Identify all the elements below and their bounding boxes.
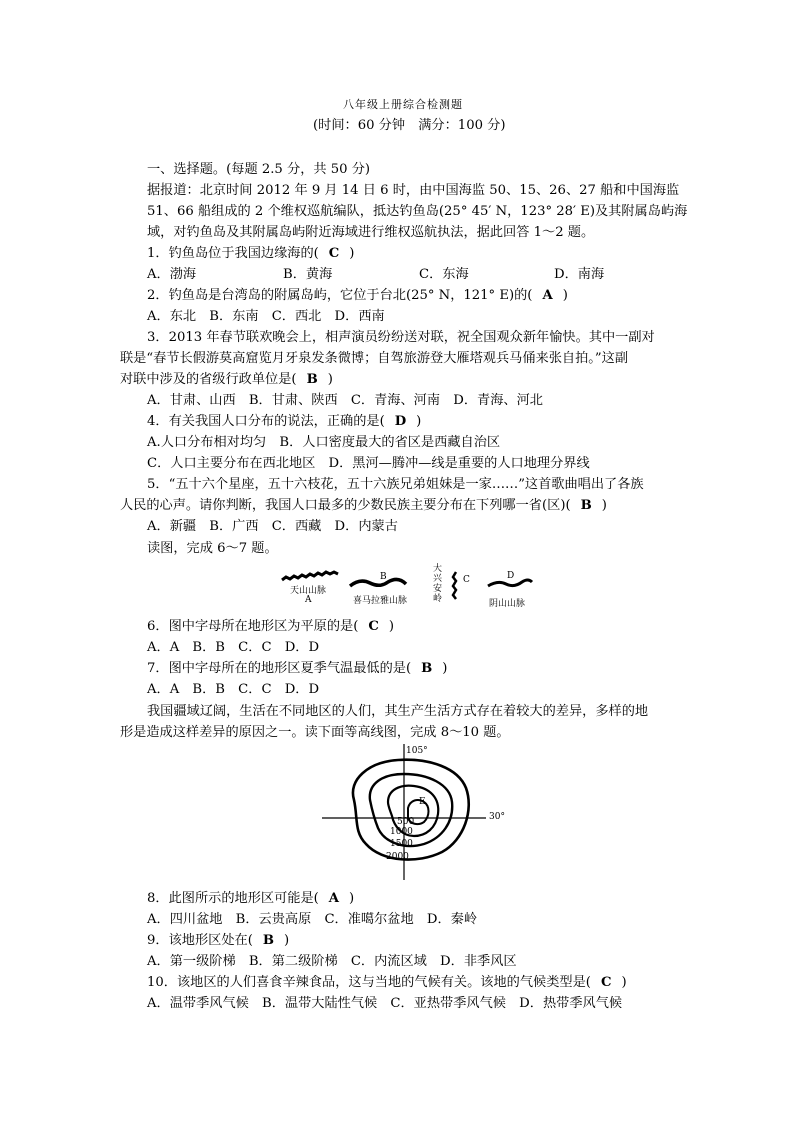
tianshan-label: 天山山脉 <box>290 586 327 596</box>
answer: C <box>600 975 612 990</box>
options: A．新疆 B．广西 C．西藏 D．内蒙古 <box>147 519 398 534</box>
question-2 <box>147 287 568 305</box>
intro-line: 51、66 船组成的 2 个维权巡航编队，抵达钓鱼岛(25° 45′ N，123° 28′ E)及其附属岛屿海 <box>147 204 688 219</box>
answer: B <box>580 498 592 513</box>
question-stem: 6．图中字母所在地形区为平原的是( <box>147 619 359 634</box>
question-4 <box>147 413 421 431</box>
option: B．黄海 <box>283 267 333 282</box>
option: C．东海 <box>419 267 469 282</box>
read-map-instruction: 读图，完成 6～7 题。 <box>147 541 278 556</box>
paren-close: ) <box>284 933 290 948</box>
daxinganling-char: 岭 <box>433 594 443 604</box>
options: A.人口分布相对均匀 B．人口密度最大的省区是西藏自治区 <box>147 435 501 450</box>
options: A．甘肃、山西 B．甘肃、陕西 C．青海、河南 D．青海、河北 <box>147 393 543 408</box>
intro-line: 形是造成这样差异的原因之一。读下面等高线图，完成 8～10 题。 <box>120 725 510 740</box>
question-stem: 7．图中字母所在的地形区夏季气温最低的是( <box>147 661 412 676</box>
question-3-line: 3．2013 年春节联欢晚会上，相声演员纷纷送对联，祝全国观众新年愉快。其中一副对 <box>147 330 655 345</box>
contour-label-2000: 2000 <box>386 852 409 862</box>
paren-close: ) <box>601 498 607 513</box>
daxinganling-char: 兴 <box>433 574 443 584</box>
exam-subtitle: (时间：60 分钟 满分：100 分) <box>313 118 506 133</box>
contour-map <box>318 740 518 880</box>
himalaya-label: 喜马拉雅山脉 <box>353 596 408 606</box>
question-stem: 4．有关我国人口分布的说法，正确的是( <box>147 414 385 429</box>
question-3 <box>120 371 333 389</box>
option: A．渤海 <box>147 267 197 282</box>
answer: C <box>368 619 379 634</box>
question-9 <box>147 932 289 950</box>
paren-close: ) <box>416 414 422 429</box>
question-stem: 对联中涉及的省级行政单位是( <box>120 372 297 387</box>
paren-close: ) <box>442 661 448 676</box>
question-8 <box>147 890 354 908</box>
question-stem: 人民的心声。请你判断，我国人口最多的少数民族主要分布在下列哪一省(区)( <box>120 498 571 513</box>
paren-close: ) <box>388 619 395 634</box>
question-7 <box>147 660 447 678</box>
contour-label-1500: 1500 <box>390 839 413 849</box>
intro-line: 据报道：北京时间 2012 年 9 月 14 日 6 时，由中国海监 50、15、26、27 船和中国海监 <box>147 183 680 198</box>
options: A．四川盆地 B．云贵高原 C．准噶尔盆地 D．秦岭 <box>147 912 478 927</box>
options: C．人口主要分布在西北地区 D．黑河—腾冲—线是重要的人口地理分界线 <box>147 456 590 471</box>
question-3-line: 联是“春节长假游莫高窟览月牙泉发条微博；自驾旅游登大雁塔观兵马俑来张自拍。”这副 <box>120 351 629 366</box>
exam-title: 八年级上册综合检测题 <box>343 98 463 111</box>
answer: A <box>542 288 553 303</box>
himalaya-range-mark <box>350 579 406 586</box>
answer: B <box>421 661 433 676</box>
answer: C <box>328 246 340 261</box>
daxinganling-range-mark <box>453 572 456 599</box>
daxinganling-char: 大 <box>433 564 443 574</box>
contour-label-1000: 1000 <box>390 827 413 837</box>
section-heading: 一、选择题。(每题 2.5 分，共 50 分) <box>147 162 371 177</box>
answer: B <box>262 933 275 948</box>
question-6 <box>147 618 394 636</box>
paren-close: ) <box>621 975 627 990</box>
latitude-label: 30° <box>489 812 505 822</box>
question-1 <box>147 245 354 263</box>
longitude-label: 105° <box>406 746 428 756</box>
question-10 <box>147 974 627 992</box>
intro-line: 我国疆域辽阔，生活在不同地区的人们，其生产生活方式存在着较大的差异，多样的地 <box>147 704 649 719</box>
intro-line: 域，对钓鱼岛及其附属岛屿附近海域进行维权巡航执法，据此回答 1～2 题。 <box>147 225 595 240</box>
answer: A <box>328 891 340 906</box>
yinshan-label: 阴山山脉 <box>489 599 526 609</box>
answer: B <box>306 372 318 387</box>
answer: D <box>394 414 407 429</box>
label-b: B <box>380 572 387 582</box>
question-5-line: 5．“五十六个星座，五十六枝花，五十六族兄弟姐妹是一家……”这首歌曲唱出了各族 <box>147 477 644 492</box>
label-c: C <box>463 575 470 585</box>
options: A．东北 B．东南 C．西北 D．西南 <box>147 309 385 324</box>
options: A．温带季风气候 B．温带大陆性气候 C．亚热带季风气候 D．热带季风气候 <box>147 996 623 1011</box>
tianshan-range-mark <box>282 572 338 580</box>
question-stem: 9．该地形区处在( <box>147 933 253 948</box>
paren-close: ) <box>562 288 568 303</box>
label-d: D <box>507 571 515 581</box>
paren-close: ) <box>349 891 355 906</box>
question-5 <box>120 497 607 515</box>
question-stem: 2．钓鱼岛是台湾岛的附属岛屿，它位于台北(25° N，121° E)的( <box>147 288 533 303</box>
daxinganling-char: 安 <box>433 584 443 594</box>
question-stem: 8．此图所示的地形区可能是( <box>147 891 319 906</box>
question-stem: 1．钓鱼岛位于我国边缘海的( <box>147 246 319 261</box>
options: A．A B．B C．C D．D <box>147 682 320 697</box>
options: A．A B．B C．C D．D <box>147 640 320 655</box>
paren-close: ) <box>327 372 333 387</box>
options: A．第一级阶梯 B．第二级阶梯 C．内流区域 D．非季风区 <box>147 954 517 969</box>
question-stem: 10．该地区的人们喜食辛辣食品，这与当地的气候有关。该地的气候类型是( <box>147 975 591 990</box>
contour-label-500: 500 <box>397 817 415 827</box>
point-e-label: E <box>419 797 426 807</box>
option: D．南海 <box>554 267 605 282</box>
paren-close: ) <box>349 246 355 261</box>
label-a: A <box>305 595 312 605</box>
